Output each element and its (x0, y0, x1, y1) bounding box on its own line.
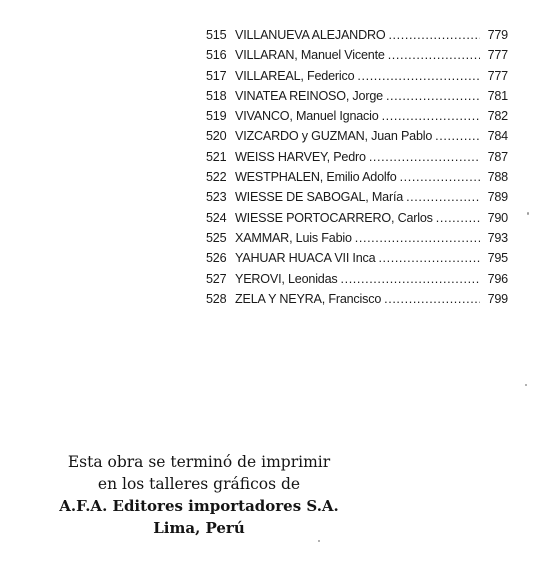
table-of-contents (206, 28, 508, 312)
paper-speck (318, 540, 320, 542)
entry-name: VINATEA REINOSO, Jorge (235, 88, 383, 103)
entry-name: WESTPHALEN, Emilio Adolfo (235, 170, 397, 185)
entry-name: WIESSE PORTOCARRERO, Carlos (235, 210, 433, 225)
paper-speck (525, 384, 527, 386)
entry-page: 779 (487, 28, 508, 42)
entry-name: WIESSE DE SABOGAL, María (235, 190, 404, 205)
entry-page: 782 (487, 109, 508, 124)
dot-leader (388, 48, 480, 62)
toc-entry (206, 28, 508, 48)
dot-leader (406, 190, 480, 204)
entry-name: YAHUAR HUACA VII Inca (235, 251, 376, 266)
paper-speck (527, 212, 529, 215)
dot-leader (386, 89, 480, 103)
toc-entry (206, 48, 508, 68)
entry-name: VIVANCO, Manuel Ignacio (235, 109, 379, 124)
publisher-city: Lima, Perú (153, 519, 245, 537)
toc-entry (206, 190, 508, 210)
dot-leader (435, 129, 480, 143)
entry-number: 518 (206, 88, 227, 103)
entry-number: 524 (206, 210, 227, 225)
entry-name: YEROVI, Leonidas (235, 271, 338, 286)
toc-entry (206, 251, 508, 271)
entry-name: VILLANUEVA ALEJANDRO (235, 28, 386, 42)
entry-page: 781 (487, 88, 508, 103)
entry-page: 789 (487, 190, 508, 205)
dot-leader (357, 69, 480, 83)
entry-number: 520 (206, 129, 227, 144)
toc-entry (206, 129, 508, 149)
entry-number: 515 (206, 28, 227, 42)
dot-leader (384, 292, 480, 306)
dot-leader (436, 211, 480, 225)
publisher-name: A.F.A. Editores importadores S.A. (59, 497, 339, 515)
toc-entry (206, 170, 508, 190)
toc-entry (206, 272, 508, 292)
entry-page: 795 (487, 251, 508, 266)
dot-leader (355, 231, 480, 245)
dot-leader (341, 272, 480, 286)
toc-entry (206, 292, 508, 312)
toc-entry (206, 89, 508, 109)
entry-page: 784 (487, 129, 508, 144)
entry-name: ZELA Y NEYRA, Francisco (235, 291, 382, 306)
toc-entry (206, 109, 508, 129)
colophon (40, 451, 358, 539)
entry-name: VIZCARDO y GUZMAN, Juan Pablo (235, 129, 433, 144)
entry-name: VILLARAN, Manuel Vicente (235, 48, 385, 63)
entry-number: 519 (206, 109, 227, 124)
toc-entry (206, 150, 508, 170)
colophon-line-2: en los talleres gráficos de (97, 475, 301, 493)
entry-name: VILLAREAL, Federico (235, 68, 355, 83)
entry-number: 526 (206, 251, 227, 266)
dot-leader (400, 170, 480, 184)
entry-number: 521 (206, 149, 227, 164)
toc-entry (206, 231, 508, 251)
entry-page: 777 (487, 48, 508, 63)
entry-number: 525 (206, 230, 227, 245)
toc-entry (206, 211, 508, 231)
entry-page: 790 (487, 210, 508, 225)
entry-page: 787 (487, 149, 508, 164)
dot-leader (382, 109, 480, 123)
entry-page: 788 (487, 170, 508, 185)
entry-number: 523 (206, 190, 227, 205)
entry-page: 799 (487, 291, 508, 306)
colophon-line-1: Esta obra se terminó de imprimir (67, 453, 331, 471)
entry-page: 796 (487, 271, 508, 286)
entry-name: XAMMAR, Luis Fabio (235, 230, 352, 245)
entry-number: 522 (206, 170, 227, 185)
dot-leader (378, 251, 480, 265)
dot-leader (369, 150, 480, 164)
entry-page: 793 (487, 230, 508, 245)
toc-entry (206, 69, 508, 89)
entry-number: 527 (206, 271, 227, 286)
entry-page: 777 (487, 68, 508, 83)
dot-leader (388, 28, 480, 42)
entry-number: 528 (206, 291, 227, 306)
entry-name: WEISS HARVEY, Pedro (235, 149, 366, 164)
entry-number: 517 (206, 68, 227, 83)
entry-number: 516 (206, 48, 227, 63)
